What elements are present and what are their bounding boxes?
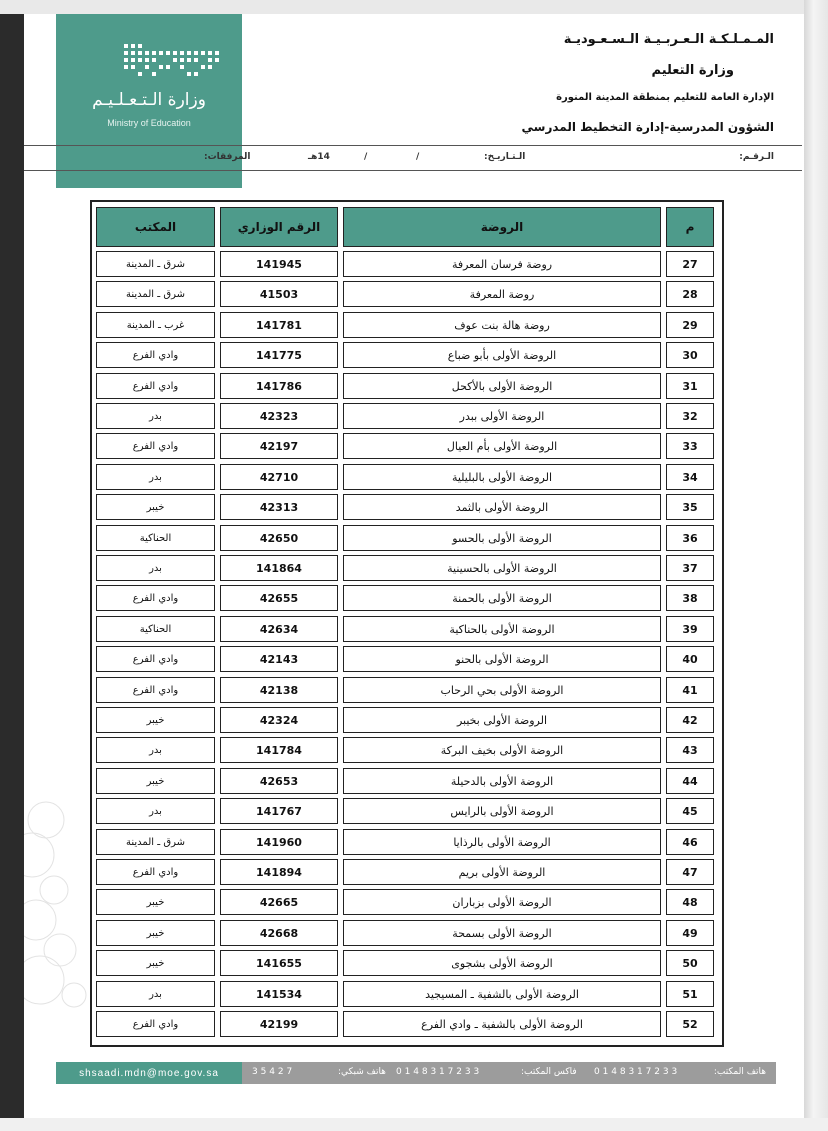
office-name: شرق ـ المدينة bbox=[96, 281, 215, 307]
row-index: 44 bbox=[666, 768, 714, 794]
ministry-number: 141534 bbox=[220, 981, 338, 1007]
office-fax-label: فاكس المكتب: bbox=[521, 1067, 577, 1077]
row-index: 35 bbox=[666, 494, 714, 520]
ministry-number: 141894 bbox=[220, 859, 338, 885]
office-name: شرق ـ المدينة bbox=[96, 829, 215, 855]
ministry-number: 42650 bbox=[220, 525, 338, 551]
row-index: 30 bbox=[666, 342, 714, 368]
ministry-number: 42710 bbox=[220, 464, 338, 490]
ministry-number: 42323 bbox=[220, 403, 338, 429]
kindergarten-name: الروضة الأولى بالحسو bbox=[343, 525, 661, 551]
office-name: وادي الفرع bbox=[96, 342, 215, 368]
row-index: 27 bbox=[666, 251, 714, 277]
hijri-year: 14هـ bbox=[308, 152, 330, 162]
ministry-number: 141775 bbox=[220, 342, 338, 368]
office-name: وادي الفرع bbox=[96, 646, 215, 672]
office-phone-label: هاتف المكتب: bbox=[713, 1067, 766, 1077]
ministry-number: 141786 bbox=[220, 373, 338, 399]
logo-dots-icon bbox=[124, 44, 220, 78]
kindergarten-name: الروضة الأولى بالثمد bbox=[343, 494, 661, 520]
kindergarten-name: روضة هالة بنت عوف bbox=[343, 312, 661, 338]
office-name: خيبر bbox=[96, 889, 215, 915]
reference-number-label: الـرقـم: bbox=[739, 152, 774, 162]
ministry-number: 141784 bbox=[220, 737, 338, 763]
kindergarten-name: الروضة الأولى بالحسينية bbox=[343, 555, 661, 581]
row-index: 47 bbox=[666, 859, 714, 885]
row-index: 49 bbox=[666, 920, 714, 946]
kindergarten-name: الروضة الأولى بريم bbox=[343, 859, 661, 885]
ministry-number: 42199 bbox=[220, 1011, 338, 1037]
office-name: الحناكية bbox=[96, 616, 215, 642]
date-label: الـتـاريـخ: bbox=[484, 152, 526, 162]
footer-bar bbox=[56, 1062, 776, 1084]
row-index: 41 bbox=[666, 677, 714, 703]
row-index: 31 bbox=[666, 373, 714, 399]
ministry-number: 42653 bbox=[220, 768, 338, 794]
row-index: 42 bbox=[666, 707, 714, 733]
kingdom-title: المـمـلـكـة الـعـربـيـة الـسـعـوديـة bbox=[563, 32, 774, 47]
header-ministry-number: الرقم الوزاري bbox=[220, 207, 338, 247]
office-name: بدر bbox=[96, 798, 215, 824]
row-index: 36 bbox=[666, 525, 714, 551]
header-row-index: م bbox=[666, 207, 714, 247]
kindergarten-name: الروضة الأولى بالشفية ـ المسيجيد bbox=[343, 981, 661, 1007]
kindergarten-name: الروضة الأولى بسمحة bbox=[343, 920, 661, 946]
office-name: خيبر bbox=[96, 920, 215, 946]
kindergarten-name: الروضة الأولى بالحناكية bbox=[343, 616, 661, 642]
kindergarten-name: الروضة الأولى بأم العيال bbox=[343, 433, 661, 459]
kindergarten-name: الروضة الأولى بحي الرحاب bbox=[343, 677, 661, 703]
ministry-number: 42655 bbox=[220, 585, 338, 611]
office-name: بدر bbox=[96, 403, 215, 429]
row-index: 45 bbox=[666, 798, 714, 824]
ministry-number: 42668 bbox=[220, 920, 338, 946]
row-index: 33 bbox=[666, 433, 714, 459]
ministry-number: 42665 bbox=[220, 889, 338, 915]
row-index: 51 bbox=[666, 981, 714, 1007]
office-name: وادي الفرع bbox=[96, 585, 215, 611]
row-index: 37 bbox=[666, 555, 714, 581]
office-name: خيبر bbox=[96, 950, 215, 976]
row-index: 34 bbox=[666, 464, 714, 490]
row-index: 32 bbox=[666, 403, 714, 429]
office-name: بدر bbox=[96, 555, 215, 581]
office-name: خيبر bbox=[96, 768, 215, 794]
office-name: وادي الفرع bbox=[96, 859, 215, 885]
row-index: 52 bbox=[666, 1011, 714, 1037]
date-separator-2: / bbox=[364, 152, 368, 162]
kindergarten-name: الروضة الأولى بالحمنة bbox=[343, 585, 661, 611]
ministry-number: 42143 bbox=[220, 646, 338, 672]
office-name: وادي الفرع bbox=[96, 433, 215, 459]
mobile-number: 7 2 4 5 3 bbox=[252, 1067, 293, 1077]
row-index: 28 bbox=[666, 281, 714, 307]
kindergarten-name: الروضة الأولى بخيف البركة bbox=[343, 737, 661, 763]
office-name: خيبر bbox=[96, 707, 215, 733]
ministry-number: 42313 bbox=[220, 494, 338, 520]
kindergarten-name: روضة المعرفة bbox=[343, 281, 661, 307]
office-name: بدر bbox=[96, 981, 215, 1007]
office-name: وادي الفرع bbox=[96, 1011, 215, 1037]
ministry-number: 42138 bbox=[220, 677, 338, 703]
department-title: الشؤون المدرسية-إدارة التخطيط المدرسي bbox=[521, 120, 774, 134]
ministry-number: 42634 bbox=[220, 616, 338, 642]
logo-arabic-text: وزارة الـتـعـلـيـم bbox=[92, 90, 206, 110]
attachments-label: المرفقات: bbox=[204, 152, 251, 162]
ministry-number: 141864 bbox=[220, 555, 338, 581]
kindergarten-name: الروضة الأولى بالدحيلة bbox=[343, 768, 661, 794]
ministry-number: 141945 bbox=[220, 251, 338, 277]
ministry-number: 42197 bbox=[220, 433, 338, 459]
mobile-label: هاتف شبكي: bbox=[338, 1067, 386, 1077]
admin-title: الإدارة العامة للتعليم بمنطقة المدينة المنورة bbox=[556, 92, 774, 103]
office-name: الحناكية bbox=[96, 525, 215, 551]
office-name: شرق ـ المدينة bbox=[96, 251, 215, 277]
kindergarten-name: الروضة الأولى ببدر bbox=[343, 403, 661, 429]
page-edge-shadow bbox=[804, 0, 828, 1131]
row-index: 50 bbox=[666, 950, 714, 976]
row-index: 43 bbox=[666, 737, 714, 763]
kindergarten-name: الروضة الأولى بزباران bbox=[343, 889, 661, 915]
kindergarten-name: روضة فرسان المعرفة bbox=[343, 251, 661, 277]
email-address[interactable]: shsaadi.mdn@moe.gov.sa bbox=[56, 1062, 242, 1084]
row-index: 40 bbox=[666, 646, 714, 672]
ministry-number: 141655 bbox=[220, 950, 338, 976]
kindergarten-name: الروضة الأولى بخيبر bbox=[343, 707, 661, 733]
office-name: خيبر bbox=[96, 494, 215, 520]
row-index: 29 bbox=[666, 312, 714, 338]
office-name: بدر bbox=[96, 737, 215, 763]
office-name: وادي الفرع bbox=[96, 373, 215, 399]
bottom-edge bbox=[0, 1118, 828, 1131]
ministry-title: وزارة التعليم bbox=[651, 63, 734, 78]
kindergarten-name: الروضة الأولى بالأكحل bbox=[343, 373, 661, 399]
office-fax: 3 3 2 7 1 3 8 4 1 0 bbox=[396, 1067, 480, 1077]
office-name: وادي الفرع bbox=[96, 677, 215, 703]
top-edge bbox=[0, 0, 828, 14]
header-office-name: المكتب bbox=[96, 207, 215, 247]
ministry-number: 141960 bbox=[220, 829, 338, 855]
kindergarten-name: الروضة الأولى بالشفية ـ وادي الفرع bbox=[343, 1011, 661, 1037]
logo-english-text: Ministry of Education bbox=[107, 118, 191, 128]
row-index: 39 bbox=[666, 616, 714, 642]
ministry-number: 141781 bbox=[220, 312, 338, 338]
row-index: 48 bbox=[666, 889, 714, 915]
office-name: بدر bbox=[96, 464, 215, 490]
ministry-number: 41503 bbox=[220, 281, 338, 307]
kindergarten-name: الروضة الأولى بالرايس bbox=[343, 798, 661, 824]
kindergarten-name: الروضة الأولى بأبو ضباع bbox=[343, 342, 661, 368]
ministry-number: 42324 bbox=[220, 707, 338, 733]
date-separator-1: / bbox=[416, 152, 420, 162]
kindergarten-name: الروضة الأولى بالرذايا bbox=[343, 829, 661, 855]
kindergarten-name: الروضة الأولى بالحنو bbox=[343, 646, 661, 672]
row-index: 46 bbox=[666, 829, 714, 855]
header-kindergarten-name: الروضة bbox=[343, 207, 661, 247]
kindergarten-name: الروضة الأولى بالبليلية bbox=[343, 464, 661, 490]
reference-bar bbox=[24, 145, 802, 171]
row-index: 38 bbox=[666, 585, 714, 611]
office-name: غرب ـ المدينة bbox=[96, 312, 215, 338]
ministry-number: 141767 bbox=[220, 798, 338, 824]
office-phone: 3 3 2 7 1 3 8 4 1 0 bbox=[594, 1067, 678, 1077]
kindergarten-name: الروضة الأولى بشجوى bbox=[343, 950, 661, 976]
